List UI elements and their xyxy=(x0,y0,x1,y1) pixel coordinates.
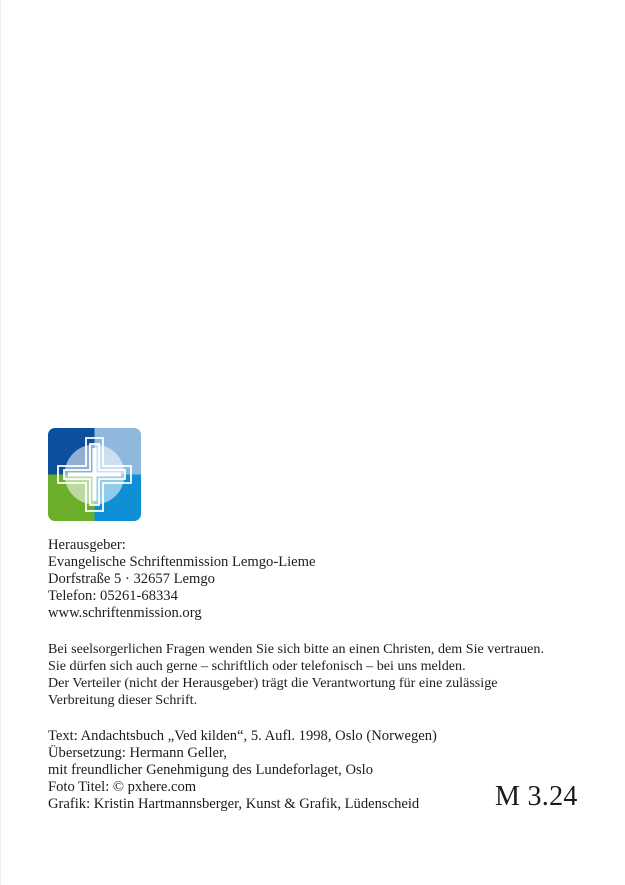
publisher-website: www.schriftenmission.org xyxy=(48,605,202,621)
publisher-name: Evangelische Schriftenmission Lemgo-Lieme xyxy=(48,554,316,570)
publisher-label: Herausgeber: xyxy=(48,537,126,553)
pastoral-note-block xyxy=(48,641,544,709)
credit-translation: Übersetzung: Hermann Geller, xyxy=(48,745,227,761)
publication-code: M 3.24 xyxy=(495,781,578,812)
cross-logo xyxy=(48,428,141,521)
cross-logo-icon xyxy=(48,428,141,521)
note-line: Verbreitung dieser Schrift. xyxy=(48,692,198,708)
note-line: Bei seelsorgerlichen Fragen wenden Sie sich bitte an einen Christen, dem Sie vertrauen. xyxy=(48,641,545,657)
publisher-block xyxy=(48,537,315,622)
publisher-address: Dorfstraße 5 · 32657 Lemgo xyxy=(48,571,215,587)
credit-permission: mit freundlicher Genehmigung des Lundeforlaget, Oslo xyxy=(48,762,374,778)
note-line: Der Verteiler (nicht der Herausgeber) trägt die Verantwortung für eine zulässige xyxy=(48,675,498,691)
page-edge xyxy=(0,0,1,885)
credit-graphics: Grafik: Kristin Hartmannsberger, Kunst & Grafik, Lüdenscheid xyxy=(48,796,420,812)
publisher-phone: Telefon: 05261-68334 xyxy=(48,588,178,604)
credit-text-source: Text: Andachtsbuch „Ved kilden“, 5. Aufl. 1998, Oslo (Norwegen) xyxy=(48,728,437,744)
credit-photo: Foto Titel: © pxhere.com xyxy=(48,779,197,795)
credits-block xyxy=(48,728,437,813)
note-line: Sie dürfen sich auch gerne – schriftlich oder telefonisch – bei uns melden. xyxy=(48,658,466,674)
